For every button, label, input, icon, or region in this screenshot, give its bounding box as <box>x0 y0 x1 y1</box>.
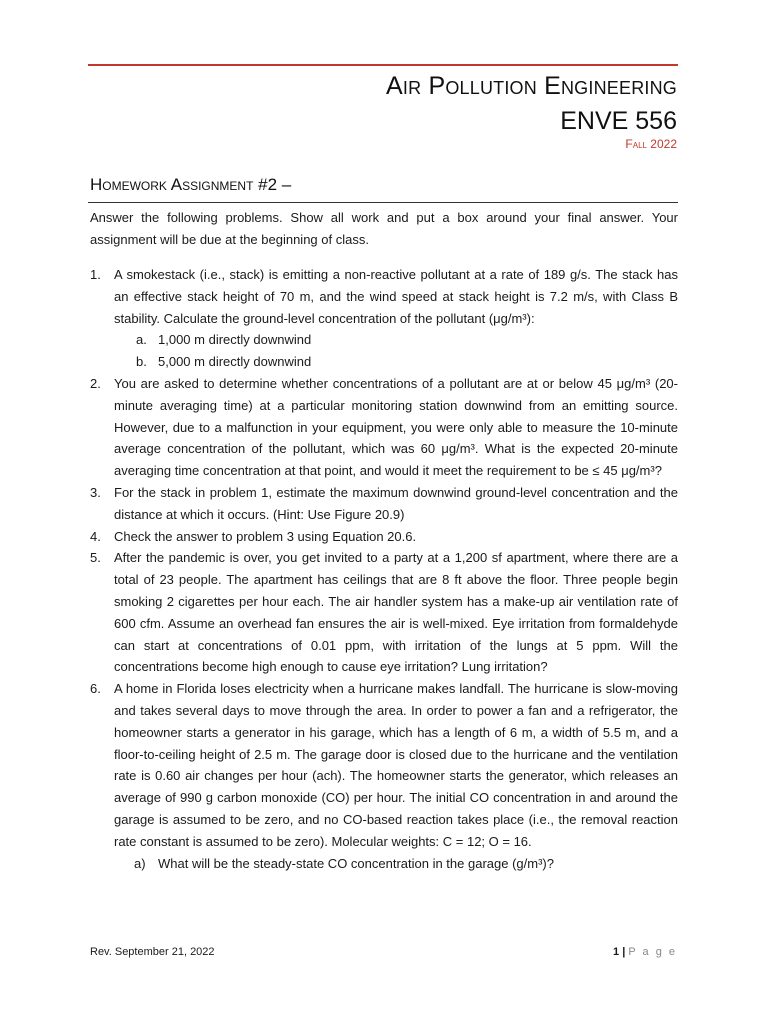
part-label: a) <box>134 855 146 871</box>
header-rule <box>88 64 678 66</box>
revision-date: Rev. September 21, 2022 <box>90 946 215 958</box>
part-text: What will be the steady-state CO concentration in the garage (g/m³)? <box>158 855 554 871</box>
problem-number: 5. <box>90 550 101 566</box>
problem-number: 3. <box>90 484 101 500</box>
page-number: 1 <box>613 946 620 958</box>
course-title: Air Pollution Engineering <box>386 72 677 100</box>
part-text: 1,000 m directly downwind <box>158 332 312 348</box>
problem-number: 4. <box>90 528 101 544</box>
problem-number: 2. <box>90 375 101 391</box>
problem-3 <box>90 482 678 526</box>
problem-text: Check the answer to problem 3 using Equation 20.6. <box>114 528 417 544</box>
problem-1 <box>90 264 678 329</box>
problem-6-part-a <box>90 853 678 875</box>
problem-list <box>90 264 678 874</box>
problem-1-part-a <box>90 329 678 351</box>
problem-1-part-b <box>90 351 678 373</box>
assignment-intro: Answer the following problems. Show all work and put a box around your final answer. Your assignment will be due at the beginning of class. <box>90 210 678 247</box>
page-separator: | <box>622 946 626 958</box>
part-text: 5,000 m directly downwind <box>158 354 312 370</box>
problem-4 <box>90 526 678 548</box>
course-code: ENVE 556 <box>560 107 677 135</box>
part-label: b. <box>136 354 147 370</box>
problem-6 <box>90 678 678 852</box>
page-word: P a g e <box>628 946 677 958</box>
part-label: a. <box>136 332 147 348</box>
assignment-rule <box>88 202 678 203</box>
problem-number: 6. <box>90 681 101 697</box>
problem-text: A smokestack (i.e., stack) is emitting a non-reactive pollutant at a rate of 189 g/s. The stack has an effective stack height of 70 m, and the wind speed at stack height is 7.2 m/s, with Class B stability. Calculate the ground-level concentration of the pollutant (μg/m³): <box>114 267 678 326</box>
problem-text: You are asked to determine whether concentrations of a pollutant are at or below 45 μg/m³ (20-minute averaging time) at a particular monitoring station downwind from an emitting source. However, due to a malfunction in your equipment, you were only able to measure the 10-minute average concentration of the pollutant, which was 60 μg/m³. What is the expected 20-minute averaging time concentration at that point, and would it meet the requirement to be ≤ 45 μg/m³? <box>114 375 678 479</box>
problem-2 <box>90 373 678 482</box>
assignment-title: Homework Assignment #2 – <box>90 175 292 194</box>
term-label: Fall 2022 <box>625 137 677 151</box>
problem-text: For the stack in problem 1, estimate the maximum downwind ground-level concentration and the distance at which it occurs. (Hint: Use Figure 20.9) <box>114 484 678 522</box>
problem-text: After the pandemic is over, you get invited to a party at a 1,200 sf apartment, where there are a total of 23 people. The apartment has ceilings that are 8 ft above the floor. Three people begin smoking 2 cigarettes per hour each. The air handler system has a make-up air ventilation rate of 600 cfm. Assume an overhead fan ensures the air is well-mixed. Eye irritation from formaldehyde can start at concentrations of 0.01 ppm, with irritation of the lungs at 5 ppm. Will the concentrations become high enough to cause eye irritation? Lung irritation? <box>114 550 678 675</box>
page-footer <box>613 946 677 958</box>
problem-text: A home in Florida loses electricity when a hurricane makes landfall. The hurricane is slow-moving and takes several days to move through the area. In order to power a fan and a refrigerator, the homeowner starts a generator in his garage, which has a length of 6 m, a width of 5.5 m, and a floor-to-ceiling height of 2.5 m. The garage door is closed due to the hurricane and the ventilation rate is 0.60 air changes per hour (ach). The homeowner starts the generator, which releases an average of 990 g carbon monoxide (CO) per hour. The initial CO concentration in and around the garage is assumed to be zero, and no CO-based reaction takes place (i.e., the removal reaction rate constant is assumed to be zero). Molecular weights: C = 12; O = 16. <box>114 681 678 849</box>
problem-number: 1. <box>90 267 101 282</box>
problem-5 <box>90 547 678 678</box>
